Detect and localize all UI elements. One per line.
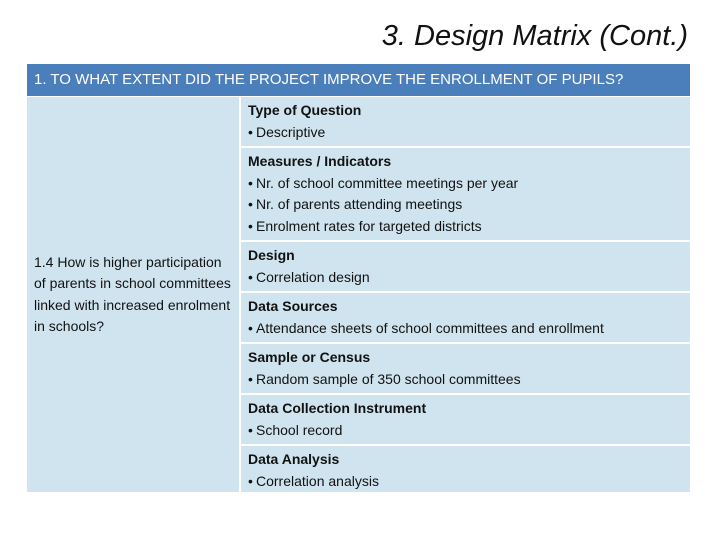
row-item: • Enrolment rates for targeted districts (248, 217, 482, 234)
row-data-analysis (241, 446, 690, 492)
row-item: • Nr. of school committee meetings per year (248, 174, 519, 191)
row-heading: Data Sources (248, 298, 338, 314)
row-measures-indicators (241, 148, 690, 240)
row-heading: Sample or Census (248, 349, 371, 365)
row-heading: Data Collection Instrument (248, 400, 427, 416)
row-heading: Type of Question (248, 102, 362, 118)
row-data-sources (241, 293, 690, 342)
sub-question-cell (27, 97, 239, 492)
design-matrix-rows (241, 97, 690, 492)
question-header: 1. TO WHAT EXTENT DID THE PROJECT IMPROVE THE ENROLLMENT OF PUPILS? (27, 64, 690, 96)
row-heading: Design (248, 247, 295, 263)
row-heading: Data Analysis (248, 451, 340, 467)
row-data-collection-instrument (241, 395, 690, 444)
row-type-of-question (241, 97, 690, 146)
row-heading: Measures / Indicators (248, 153, 392, 169)
row-item: • Nr. of parents attending meetings (248, 196, 463, 212)
row-sample-or-census (241, 344, 690, 393)
row-item: • Descriptive (248, 123, 326, 140)
row-item: • Correlation analysis (248, 472, 379, 489)
row-item: • Random sample of 350 school committees (248, 370, 521, 387)
row-design (241, 242, 690, 291)
row-item: • School record (248, 421, 343, 438)
slide-title: 3. Design Matrix (Cont.) (381, 20, 688, 52)
row-item: • Attendance sheets of school committees and enrollment (248, 319, 604, 336)
row-item: • Correlation design (248, 268, 370, 285)
sub-question-text: 1.4 How is higher participation of parents in school committees linked with increased enrolment in schools? (34, 253, 231, 334)
